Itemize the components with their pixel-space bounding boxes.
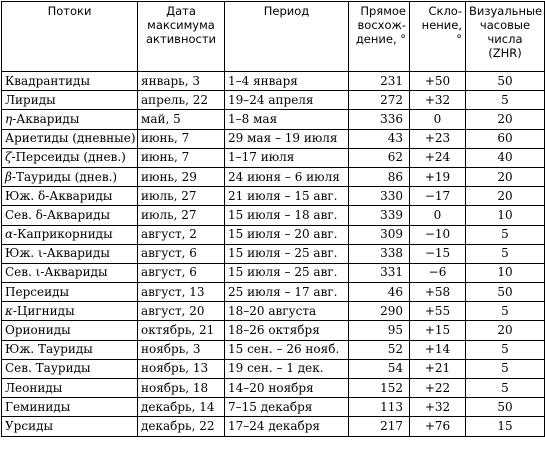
cell-zhr: 5 [466,302,545,321]
header-row [2,2,545,72]
cell-zhr: 5 [466,91,545,110]
cell-zhr: 20 [466,110,545,129]
cell-period: 18–26 октября [225,321,349,340]
shower-name-text: Леониды [5,380,63,395]
cell-peak-date: июль, 27 [138,187,225,206]
header-name: Потоки [2,2,138,72]
table-row [2,91,545,110]
table-row [2,379,545,398]
cell-zhr: 5 [466,340,545,359]
cell-period: 15 июля – 18 авг. [225,206,349,225]
cell-zhr: 20 [466,167,545,186]
shower-name-text: -Персеиды (днев.) [11,150,126,165]
meteor-showers-table [1,1,545,437]
cell-peak-date: декабрь, 14 [138,398,225,417]
cell-period: 19–24 апреля [225,91,349,110]
shower-name-text: Юж. Тауриды [5,342,93,357]
shower-name-text: Сев. δ-Аквариды [5,207,111,222]
cell-right-ascension: 331 [349,263,410,282]
cell-shower-name [2,148,138,167]
cell-right-ascension: 54 [349,359,410,378]
shower-name-text: Ариетиды (дневные) [5,131,136,146]
cell-declination: +50 [410,72,466,91]
cell-zhr: 5 [466,379,545,398]
cell-zhr: 40 [466,148,545,167]
cell-shower-name [2,340,138,359]
table-row [2,72,545,91]
cell-right-ascension: 46 [349,283,410,302]
shower-name-text: Юж. δ-Аквариды [5,188,113,203]
cell-shower-name [2,283,138,302]
cell-shower-name [2,379,138,398]
cell-peak-date: июнь, 7 [138,129,225,148]
cell-declination: −15 [410,244,466,263]
cell-zhr: 15 [466,417,545,436]
table-row [2,263,545,282]
cell-declination: +14 [410,340,466,359]
table-row [2,321,545,340]
cell-shower-name [2,72,138,91]
table-row [2,244,545,263]
cell-right-ascension: 309 [349,225,410,244]
cell-shower-name [2,321,138,340]
cell-shower-name [2,417,138,436]
shower-name-text: -Аквариды [12,111,80,126]
cell-right-ascension: 86 [349,167,410,186]
cell-right-ascension: 95 [349,321,410,340]
table-row [2,302,545,321]
cell-period: 1–17 июля [225,148,349,167]
cell-shower-name [2,244,138,263]
shower-name-text: Урсиды [5,418,54,433]
cell-peak-date: октябрь, 21 [138,321,225,340]
cell-declination: +15 [410,321,466,340]
cell-shower-name [2,263,138,282]
cell-peak-date: июль, 27 [138,206,225,225]
cell-declination: +19 [410,167,466,186]
shower-name-text: -Тауриды (днев.) [11,169,118,184]
cell-period: 21 июля – 15 авг. [225,187,349,206]
shower-name-text: Сев. Тауриды [5,361,91,376]
cell-declination: 0 [410,110,466,129]
cell-zhr: 20 [466,321,545,340]
cell-declination: 0 [410,206,466,225]
greek-prefix: η [5,111,13,126]
cell-period: 1–4 января [225,72,349,91]
cell-period: 15 сен. – 26 нояб. [225,340,349,359]
cell-zhr: 50 [466,283,545,302]
cell-declination: +23 [410,129,466,148]
greek-prefix: α [5,227,14,242]
cell-declination: +32 [410,398,466,417]
cell-right-ascension: 62 [349,148,410,167]
cell-period: 7–15 декабря [225,398,349,417]
cell-right-ascension: 290 [349,302,410,321]
cell-period: 24 июня – 6 июля [225,167,349,186]
cell-right-ascension: 339 [349,206,410,225]
greek-prefix: β [5,169,12,184]
cell-zhr: 60 [466,129,545,148]
cell-peak-date: август, 20 [138,302,225,321]
cell-declination: +58 [410,283,466,302]
cell-peak-date: апрель, 22 [138,91,225,110]
cell-period: 15 июля – 20 авг. [225,225,349,244]
shower-name-text: -Цигниды [12,303,75,318]
cell-right-ascension: 152 [349,379,410,398]
cell-peak-date: ноябрь, 3 [138,340,225,359]
header-ra: Прямое восхож-дение, ° [349,2,410,72]
cell-declination: +22 [410,379,466,398]
greek-prefix: ζ [5,150,12,165]
cell-zhr: 50 [466,398,545,417]
table-body [2,72,545,437]
cell-shower-name [2,359,138,378]
cell-zhr: 20 [466,187,545,206]
table-row [2,359,545,378]
cell-peak-date: июнь, 7 [138,148,225,167]
table-row [2,283,545,302]
cell-right-ascension: 52 [349,340,410,359]
cell-right-ascension: 336 [349,110,410,129]
shower-name-text: -Каприкорниды [13,227,113,242]
shower-name-text: Ориониды [5,323,71,338]
cell-declination: +76 [410,417,466,436]
cell-right-ascension: 330 [349,187,410,206]
table-row [2,148,545,167]
table-header [2,2,545,72]
table-row [2,187,545,206]
cell-declination: +32 [410,91,466,110]
cell-period: 18–20 августа [225,302,349,321]
cell-period: 1–8 мая [225,110,349,129]
cell-peak-date: декабрь, 22 [138,417,225,436]
table-row [2,129,545,148]
cell-zhr: 10 [466,263,545,282]
cell-shower-name [2,129,138,148]
shower-name-text: Геминиды [5,399,71,414]
cell-shower-name [2,110,138,129]
cell-period: 19 сен. – 1 дек. [225,359,349,378]
cell-declination: +21 [410,359,466,378]
header-dec: Скло-нение, ° [410,2,466,72]
cell-right-ascension: 231 [349,72,410,91]
table-row [2,167,545,186]
shower-name-text: Сев. ι-Аквариды [5,265,108,280]
cell-right-ascension: 338 [349,244,410,263]
cell-period: 15 июля – 25 авг. [225,263,349,282]
cell-declination: +24 [410,148,466,167]
table-row [2,340,545,359]
cell-zhr: 5 [466,359,545,378]
cell-zhr: 5 [466,225,545,244]
cell-right-ascension: 43 [349,129,410,148]
table-row [2,110,545,129]
cell-right-ascension: 272 [349,91,410,110]
table-row [2,206,545,225]
cell-shower-name [2,302,138,321]
cell-period: 25 июля – 17 авг. [225,283,349,302]
cell-peak-date: ноябрь, 13 [138,359,225,378]
cell-zhr: 5 [466,244,545,263]
cell-declination: +55 [410,302,466,321]
cell-shower-name [2,167,138,186]
greek-prefix: κ [5,303,13,318]
cell-zhr: 10 [466,206,545,225]
cell-peak-date: июнь, 29 [138,167,225,186]
shower-name-text: Квадрантиды [5,73,90,88]
cell-shower-name [2,398,138,417]
cell-peak-date: август, 13 [138,283,225,302]
shower-name-text: Персеиды [5,284,70,299]
cell-shower-name [2,206,138,225]
cell-peak-date: январь, 3 [138,72,225,91]
cell-period: 29 мая – 19 июля [225,129,349,148]
cell-declination: −10 [410,225,466,244]
header-period: Период [225,2,349,72]
cell-peak-date: август, 6 [138,244,225,263]
cell-shower-name [2,91,138,110]
cell-shower-name [2,225,138,244]
cell-declination: −6 [410,263,466,282]
cell-peak-date: май, 5 [138,110,225,129]
header-zhr: Визуальные часовые числа (ZHR) [466,2,545,72]
cell-peak-date: ноябрь, 18 [138,379,225,398]
table-row [2,225,545,244]
cell-shower-name [2,187,138,206]
cell-peak-date: август, 6 [138,263,225,282]
table-row [2,417,545,436]
cell-period: 15 июля – 25 авг. [225,244,349,263]
header-date: Дата максимума активности [138,2,225,72]
cell-peak-date: август, 2 [138,225,225,244]
shower-name-text: Юж. ι-Аквариды [5,246,110,261]
cell-right-ascension: 217 [349,417,410,436]
cell-right-ascension: 113 [349,398,410,417]
cell-declination: −17 [410,187,466,206]
cell-period: 17–24 декабря [225,417,349,436]
cell-period: 14–20 ноября [225,379,349,398]
shower-name-text: Лириды [5,92,56,107]
table-row [2,398,545,417]
cell-zhr: 50 [466,72,545,91]
